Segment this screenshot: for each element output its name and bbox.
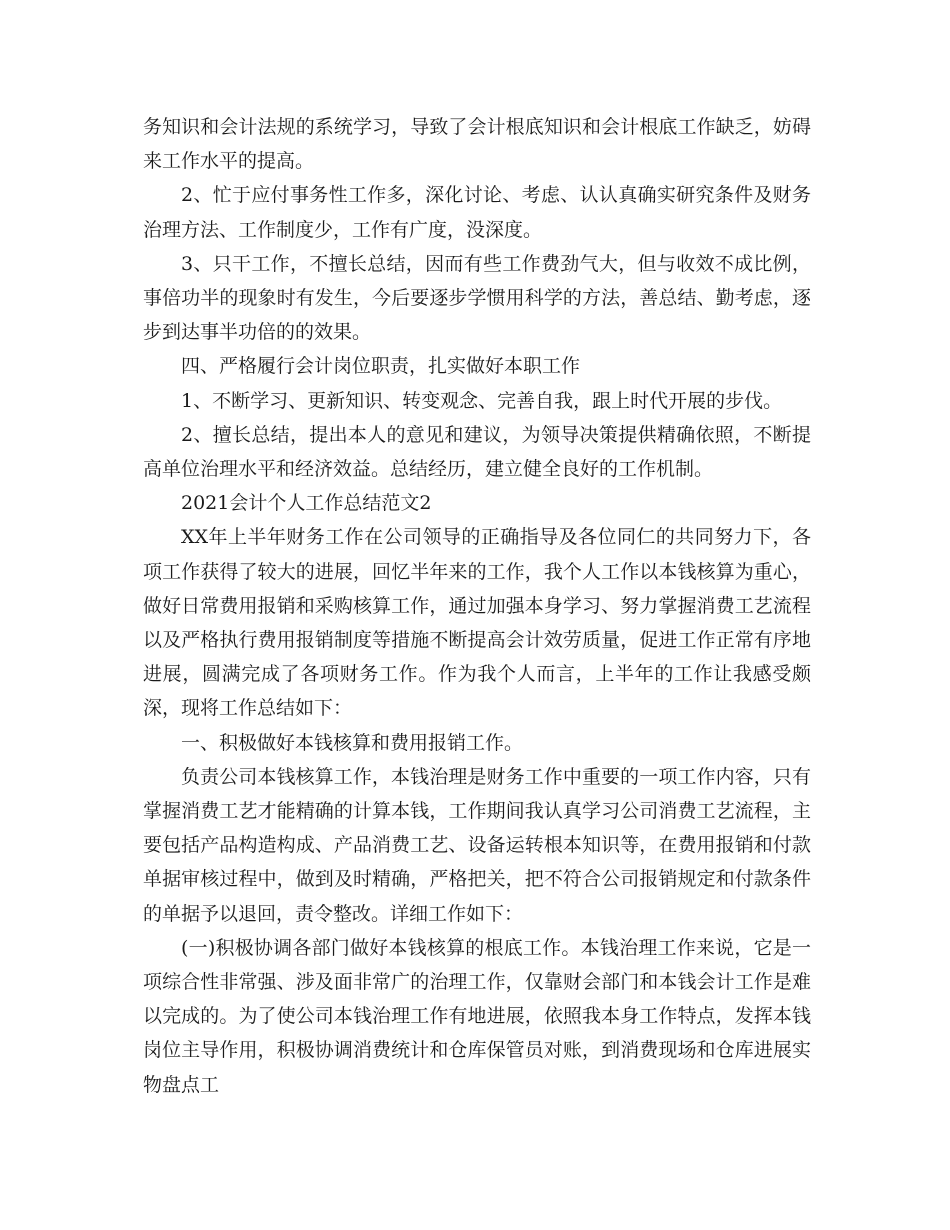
- document-body: [143, 110, 811, 1102]
- paragraph-point-2: 2、忙于应付事务性工作多，深化讨论、考虑、认认真确实研究条件及财务治理方法、工作制度少，工作有广度，没深度。: [143, 184, 811, 241]
- paragraph-item-1: 1、不断学习、更新知识、转变观念、完善自我，跟上时代开展的步伐。: [181, 389, 783, 412]
- section-heading-4: 四、严格履行会计岗位职责，扎实做好本职工作: [181, 355, 581, 378]
- paragraph-cost-accounting: 负责公司本钱核算工作，本钱治理是财务工作中重要的一项工作内容，只有掌握消费工艺才能精确的计算本钱，工作期间我认真学习公司消费工艺流程，主要包括产品构造构成、产品消费工艺、设备运转根本知识等，在费用报销和付款单据审核过程中，做到及时精确，严格把关，把不符合公司报销规定和付款条件的单据予以退回，责令整改。详细工作如下：: [143, 765, 811, 925]
- paragraph-subsection-1: (一)积极协调各部门做好本钱核算的根底工作。本钱治理工作来说，它是一项综合性非常强、涉及面非常广的治理工作，仅靠财会部门和本钱会计工作是难以完成的。为了使公司本钱治理工作有地进展，依照我本身工作特点，发挥本钱岗位主导作用，积极协调消费统计和仓库保管员对账，到消费现场和仓库进展实物盘点工: [143, 936, 811, 1096]
- paragraph-point-3: 3、只干工作，不擅长总结，因而有些工作费劲气大，但与收效不成比例，事倍功半的现象时有发生，今后要逐步学惯用科学的方法，善总结、勤考虑，逐步到达事半功倍的的效果。: [143, 252, 811, 344]
- section-heading-1: 一、积极做好本钱核算和费用报销工作。: [181, 731, 524, 754]
- paragraph-continuation: 务知识和会计法规的系统学习，导致了会计根底知识和会计根底工作缺乏，妨碍来工作水平的提高。: [143, 116, 811, 173]
- article-title-2: 2021会计个人工作总结范文2: [181, 492, 432, 515]
- paragraph-intro: XX年上半年财务工作在公司领导的正确指导及各位同仁的共同努力下，各项工作获得了较大的进展，回忆半年来的工作，我个人工作以本钱核算为重心，做好日常费用报销和采购核算工作，通过加强本身学习、努力掌握消费工艺流程以及严格执行费用报销制度等措施不断提高会计效劳质量，促进工作正常有序地进展，圆满完成了各项财务工作。作为我个人而言，上半年的工作让我感受颇深，现将工作总结如下：: [143, 526, 811, 720]
- paragraph-item-2: 2、擅长总结，提出本人的意见和建议，为领导决策提供精确依照，不断提高单位治理水平和经济效益。总结经历，建立健全良好的工作机制。: [143, 423, 811, 481]
